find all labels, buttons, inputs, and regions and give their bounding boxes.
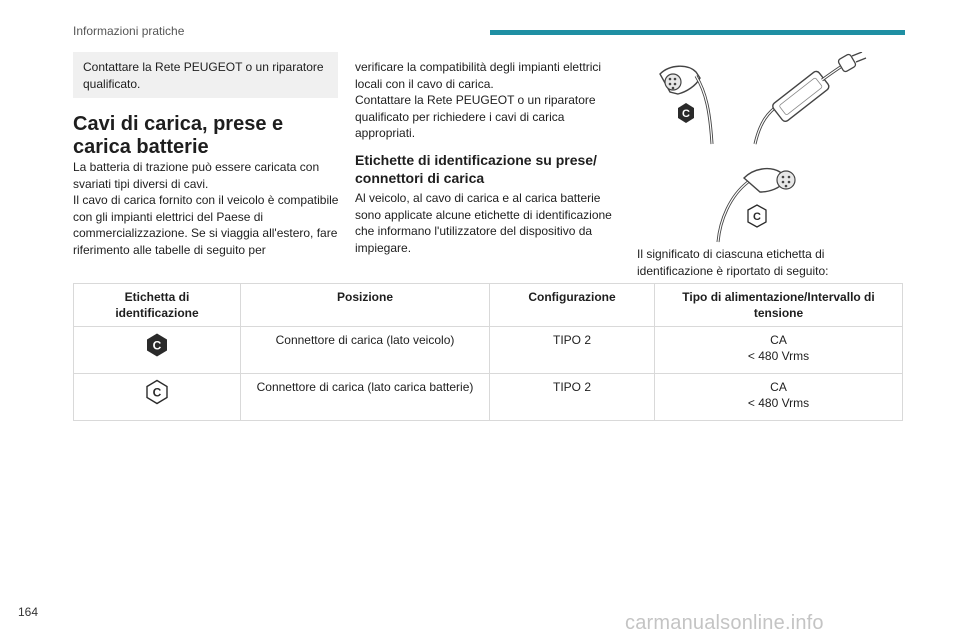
label-cell xyxy=(74,374,241,421)
label-letter: C xyxy=(682,108,690,120)
continued-paragraph: Contattare la Rete PEUGEOT o un riparatore qualificato per richiedere i cavi di carica appropriati. xyxy=(355,93,596,140)
continued-paragraph: verificare la compatibilità degli impianti elettrici locali con il cavo di carica. xyxy=(355,60,602,91)
position-cell: Connettore di carica (lato veicolo) xyxy=(241,327,490,374)
voltage-range: < 480 Vrms xyxy=(747,349,810,363)
power-cell xyxy=(655,327,903,374)
intro-text xyxy=(73,159,341,258)
page-number: 164 xyxy=(18,605,39,619)
column-header: Tipo di alimentazione/Intervallo di tensione xyxy=(655,284,903,327)
label-letter: C xyxy=(152,338,162,353)
label-cell xyxy=(74,327,241,374)
power-cell xyxy=(655,374,903,421)
column-header: Configurazione xyxy=(490,284,655,327)
label-letter: C xyxy=(152,385,162,400)
label-table xyxy=(73,283,903,421)
label-c-filled-badge xyxy=(678,103,694,123)
column-header: Etichetta di identificazione xyxy=(74,284,241,327)
power-type: CA xyxy=(770,380,787,394)
voltage-range: < 480 Vrms xyxy=(747,396,810,410)
configuration-cell: TIPO 2 xyxy=(490,327,655,374)
cable-connector-illustration xyxy=(640,52,870,148)
table-header-row xyxy=(74,284,903,327)
labels-description: Al veicolo, al cavo di carica e al carica batterie sono applicate alcune etichette di identificazione che informano l'utilizzatore del dispositivo da impiegare. xyxy=(355,191,612,255)
configuration-cell: TIPO 2 xyxy=(490,374,655,421)
labels-caption: Il significato di ciascuna etichetta di identificazione è riportato di seguito: xyxy=(637,247,829,278)
position-cell: Connettore di carica (lato carica batterie) xyxy=(241,374,490,421)
header-accent-bar xyxy=(490,30,905,35)
continued-text xyxy=(355,59,623,142)
note-box xyxy=(73,52,338,98)
intro-paragraph: Il cavo di carica fornito con il veicolo è compatibile con gli impianti elettrici del Paese di commercializzazione. Se si viaggia all'estero, fare riferimento alle tabelle di seguito per xyxy=(73,193,339,257)
section-title: Cavi di carica, prese e carica batterie xyxy=(73,113,284,158)
column-header: Posizione xyxy=(241,284,490,327)
note-text: Contattare la Rete PEUGEOT o un riparatore qualificato. xyxy=(83,60,324,91)
watermark: carmanualsonline.info xyxy=(625,612,824,634)
intro-paragraph: La batteria di trazione può essere caricata con svariati tipi diversi di cavi. xyxy=(73,160,320,191)
label-c-outline-icon xyxy=(144,379,170,405)
labels-subheading: Etichette di identificazione su prese/ connettori di carica xyxy=(355,152,597,186)
table-row xyxy=(74,327,903,374)
label-c-outline-badge xyxy=(748,205,766,227)
charger-connector-illustration xyxy=(700,160,810,245)
label-c-filled-icon xyxy=(144,332,170,358)
label-letter: C xyxy=(753,211,761,223)
power-type: CA xyxy=(770,333,787,347)
table-row xyxy=(74,374,903,421)
section-header-label: Informazioni pratiche xyxy=(73,24,185,38)
